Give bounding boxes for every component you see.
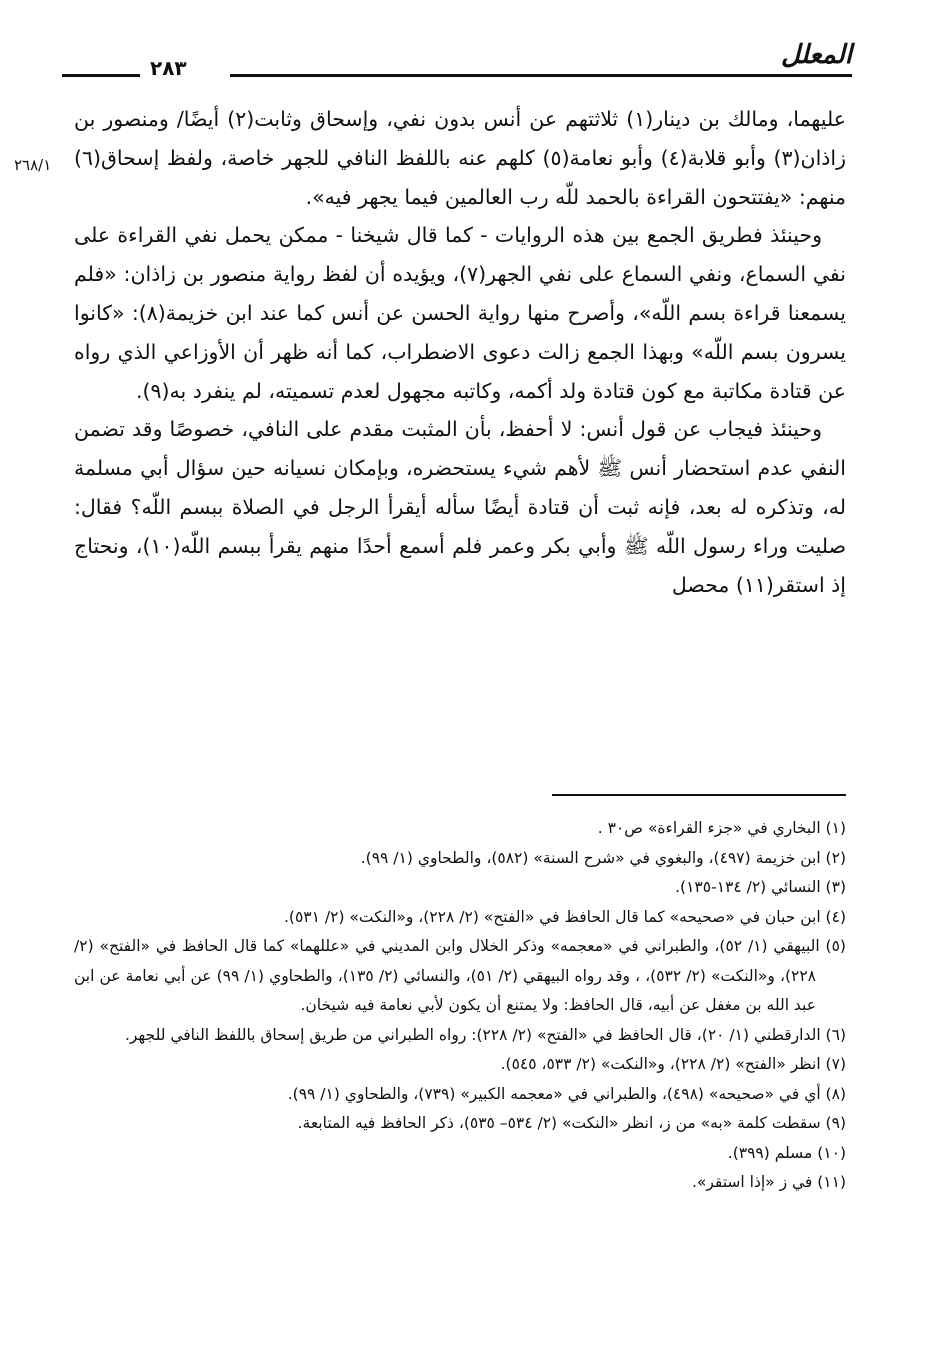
running-title: المعلل [780,40,852,70]
footnote-11: (١١) في ز «إذا استقر». [691,1173,846,1191]
footnote-10: (١٠) مسلم (٣٩٩). [727,1143,846,1162]
footnote-separator [552,794,846,796]
footnote-4: (٤) ابن حبان في «صحيحه» كما قال الحافظ في «الفتح» (٢/ ٢٢٨)، و«النكت» (٢/ ٥٣١). [284,907,846,926]
page-header [62,40,852,88]
paragraph-1: عليهما، ومالك بن دينار(١) ثلاثتهم عن أنس بدون نفي، وإسحاق وثابت(٢) أيضًا/ ومنصور بن زاذان(٣) وأبو قلابة(٤) وأبو نعامة(٥) كلهم عنه باللفظ النافي للجهر خاصة، ولفظ إسحاق(٦) منهم: «يفتتحون القراءة بالحمد للّه رب العالمين فيما يجهر فيه». [74,107,847,209]
margin-manuscript-reference: ٢٦٨/١ [14,156,52,174]
header-rule-left [62,74,140,77]
footnote-2: (٢) ابن خزيمة (٤٩٧)، والبغوي في «شرح السنة» (٥٨٢)، والطحاوي (١/ ٩٩). [360,848,846,867]
main-text [74,100,846,604]
footnote-5: (٥) البيهقي (١/ ٥٢)، والطبراني في «معجمه» وذكر الخلال وابن المديني في «عللهما» كما قال الحافظ في «الفتح» (٢/ ٢٢٨)، و«النكت» (٢/ ٥٣٢)، ، وقد رواه البيهقي (٢/ ٥١)، والنسائي (٢/ ١٣٥)، والطحاوي (١/ ٩٩) عن أبي نعامة عن ابن عبد الله بن مغفل عن أبيه، قال الحافظ: ولا يمتنع أن يكون لأبي نعامة فيه شيخان. [74,937,846,1014]
paragraph-2: وحينئذ فطريق الجمع بين هذه الروايات - كما قال شيخنا - ممكن يحمل نفي القراءة على نفي السماع، ونفي السماع على نفي الجهر(٧)، ويؤيده أن لفظ رواية منصور بن زاذان: «فلم يسمعنا قراءة بسم اللّه»، وأصرح منها رواية الحسن عن أنس كما عند ابن خزيمة(٨): «كانوا يسرون بسم اللّه» وبهذا الجمع زالت دعوى الاضطراب، كما أنه ظهر أن الأوزاعي الذي رواه عن قتادة مكاتبة مع كون قتادة ولد أكمه، وكاتبه مجهول لعدم تسميته، لم ينفرد به(٩). [74,223,846,403]
footnote-3: (٣) النسائي (٢/ ١٣٤-١٣٥). [675,878,846,896]
footnote-8: (٨) أي في «صحيحه» (٤٩٨)، والطبراني في «معجمه الكبير» (٧٣٩)، والطحاوي (١/ ٩٩). [287,1084,846,1103]
footnote-7: (٧) انظر «الفتح» (٢/ ٢٢٨)، و«النكت» (٢/ ٥٣٣، ٥٤٥). [500,1055,846,1073]
footnote-9: (٩) سقطت كلمة «به» من ز، انظر «النكت» (٢/ ٥٣٤– ٥٣٥)، ذكر الحافظ فيه المتابعة. [297,1114,846,1132]
footnote-6: (٦) الدارقطني (١/ ٢٠)، قال الحافظ في «الفتح» (٢/ ٢٢٨): رواه الطبراني من طريق إسحاق باللفظ النافي للجهر. [124,1025,846,1044]
paragraph-3: وحينئذ فيجاب عن قول أنس: لا أحفظ، بأن المثبت مقدم على النافي، خصوصًا وقد تضمن النفي عدم استحضار أنس ﷺ لأهم شيء يستحضره، وبإمكان نسيانه حين سؤال أبي مسلمة له، وتذكره له بعد، فإنه ثبت أن قتادة أيضًا سأله أيقرأ الرجل في الصلاة ببسم اللّه؟ فقال: صليت وراء رسول اللّه ﷺ وأبي بكر وعمر فلم أسمع أحدًا منهم يقرأ ببسم اللّه(١٠)، ونحتاج إذ استقر(١١) محصل [74,417,846,597]
footnotes [74,814,846,1198]
page-number: ٢٨٣ [150,56,187,80]
footnote-1: (١) البخاري في «جزء القراءة» ص٣٠ . [597,819,846,837]
header-rule-right [230,74,852,77]
